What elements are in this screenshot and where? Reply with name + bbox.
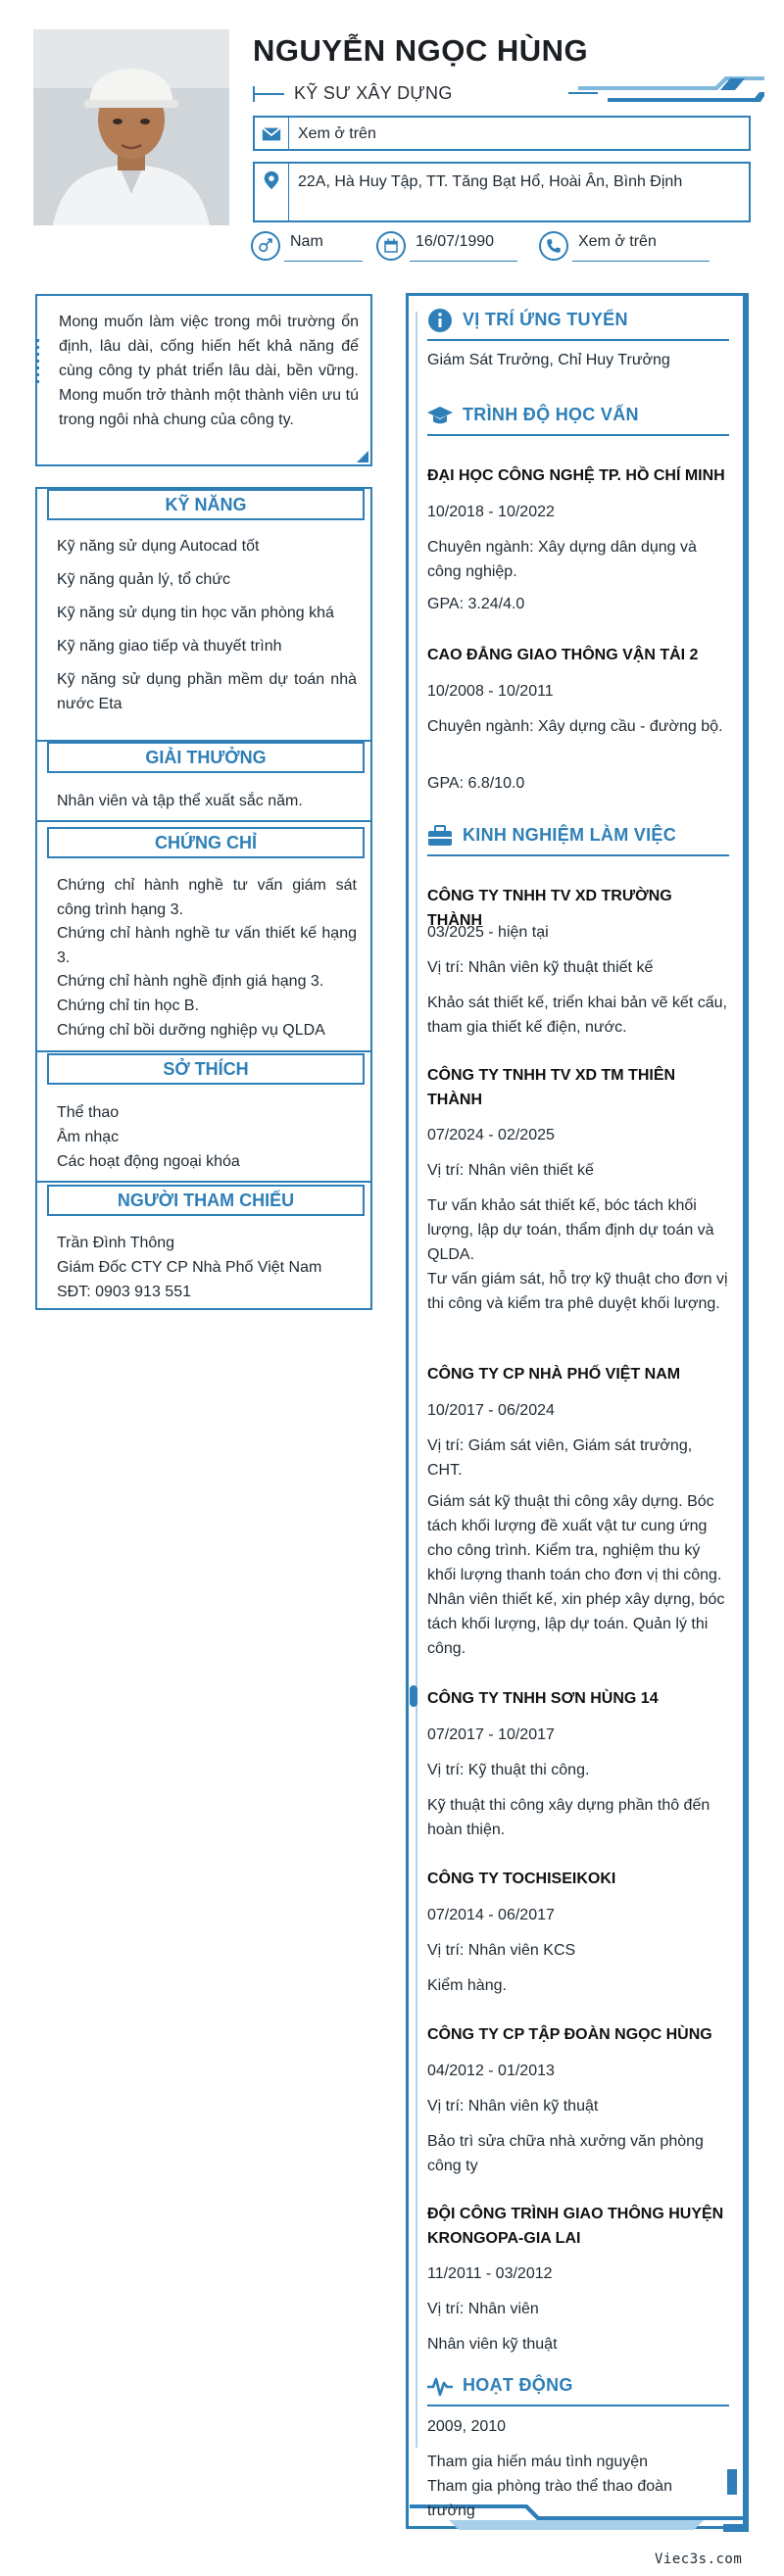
left-panel <box>35 487 372 1310</box>
education-heading: TRÌNH ĐỘ HỌC VẤN <box>463 405 639 424</box>
awards-text: Nhân viên và tập thể xuất sắc năm. <box>57 793 303 809</box>
job-role: Vị trí: Nhân viên thiết kế <box>427 1162 594 1179</box>
job-description: Kỹ thuật thi công xây dựng phần thô đến hoàn thiện. <box>427 1797 710 1838</box>
activities-heading-line <box>427 2405 729 2406</box>
gender-icon <box>257 237 274 255</box>
gender-icon-wrap <box>251 231 280 261</box>
job-title: KỸ SƯ XÂY DỰNG <box>294 83 453 103</box>
gender-value: Nam <box>290 233 323 250</box>
address-separator <box>288 164 289 220</box>
address-box <box>253 162 751 222</box>
skill-item: Kỹ năng sử dụng phần mềm dự toán nhà nước Eta <box>57 671 357 712</box>
phone-icon <box>545 237 563 255</box>
job-period: 07/2024 - 02/2025 <box>427 1127 555 1143</box>
gender-underline <box>284 261 363 262</box>
skill-item: Kỹ năng giao tiếp và thuyết trình <box>57 638 282 655</box>
activity-item: Tham gia hiến máu tình nguyện <box>427 2454 649 2470</box>
right-panel-inner-line <box>416 312 417 2448</box>
pulse-icon <box>427 2373 453 2399</box>
skill-item: Kỹ năng sử dụng Autocad tốt <box>57 538 260 555</box>
title-tick-line <box>255 93 284 95</box>
briefcase-icon <box>427 823 453 849</box>
objective-dash-decoration <box>35 339 39 384</box>
activities-years: 2009, 2010 <box>427 2418 507 2435</box>
reference-item: Trần Đình Thông <box>57 1235 175 1251</box>
school-major: Chuyên ngành: Xây dựng cầu - đường bộ. <box>427 718 723 735</box>
job-description: Khảo sát thiết kế, triển khai bản vẽ kết cấu, tham gia thiết kế điện, nước. <box>427 995 727 1036</box>
career-objective <box>35 294 372 466</box>
job-role: Vị trí: Giám sát viên, Giám sát trưởng, CHT. <box>427 1437 693 1479</box>
dob-item <box>376 229 523 265</box>
school-name: CAO ĐẲNG GIAO THÔNG VẬN TẢI 2 <box>427 647 699 663</box>
position-heading: VỊ TRÍ ỨNG TUYỂN <box>463 310 628 329</box>
avatar <box>33 29 229 225</box>
certificates-heading: CHỨNG CHỈ <box>47 827 365 858</box>
address-value: 22A, Hà Huy Tập, TT. Tăng Bạt Hổ, Hoài Ân, Bình Định <box>298 173 683 190</box>
hobbies-heading: SỞ THÍCH <box>47 1053 365 1085</box>
objective-corner-decoration <box>357 451 368 462</box>
hobby-item: Thể thao <box>57 1104 120 1121</box>
activities-heading: HOẠT ĐỘNG <box>463 2375 573 2395</box>
right-panel-marker <box>410 1685 417 1707</box>
section-divider <box>37 820 370 822</box>
email-separator <box>288 118 289 149</box>
education-heading-line <box>427 434 729 436</box>
job-period: 07/2014 - 06/2017 <box>427 1907 555 1923</box>
job-role: Vị trí: Nhân viên <box>427 2301 539 2317</box>
school-major: Chuyên ngành: Xây dựng dân dụng và công nghiệp. <box>427 539 697 580</box>
experience-heading: KINH NGHIỆM LÀM VIỆC <box>463 825 677 845</box>
envelope-icon <box>261 123 282 145</box>
job-period: 04/2012 - 01/2013 <box>427 2063 555 2079</box>
school-gpa: GPA: 3.24/4.0 <box>427 596 525 612</box>
company-name: CÔNG TY TOCHISEIKOKI <box>427 1871 616 1887</box>
company-name: CÔNG TY CP TẬP ĐOÀN NGỌC HÙNG <box>427 2026 712 2043</box>
job-description: Nhân viên kỹ thuật <box>427 2336 558 2353</box>
certificate-item: Chứng chỉ tin học B. <box>57 997 200 1014</box>
skill-item: Kỹ năng sử dụng tin học văn phòng khá <box>57 605 334 621</box>
job-description: Tư vấn khảo sát thiết kế, bóc tách khối lượng, lập dự toán, thẩm định dự toán và QLDA. Tư vấn giám sát, hỗ trợ kỹ thuật cho đơn vị thi công và kiểm tra phê duyệt khối lượng. <box>427 1197 728 1312</box>
certificate-item: Chứng chỉ hành nghề tư vấn giám sát công trình hạng 3. <box>57 877 357 918</box>
education-section <box>427 399 729 434</box>
phone-underline <box>572 261 710 262</box>
watermark: Viec3s.com <box>655 2552 743 2567</box>
certificate-item: Chứng chỉ bồi dưỡng nghiệp vụ QLDA <box>57 1022 325 1039</box>
school-period: 10/2008 - 10/2011 <box>427 683 554 700</box>
dob-underline <box>410 261 517 262</box>
skills-heading: KỸ NĂNG <box>47 489 365 520</box>
candidate-name: NGUYỄN NGỌC HÙNG <box>253 33 589 68</box>
calendar-icon <box>382 237 400 255</box>
gender-item <box>251 229 361 265</box>
phone-item <box>539 229 715 265</box>
reference-item: SĐT: 0903 913 551 <box>57 1284 191 1300</box>
section-divider <box>37 1181 370 1183</box>
job-role: Vị trí: Kỹ thuật thi công. <box>427 1762 590 1778</box>
hobby-item: Các hoạt động ngoại khóa <box>57 1153 240 1170</box>
experience-heading-line <box>427 854 729 856</box>
job-period: 10/2017 - 06/2024 <box>427 1402 555 1419</box>
dob-value: 16/07/1990 <box>416 233 495 250</box>
activities-section <box>427 2369 729 2405</box>
hobby-item: Âm nhạc <box>57 1129 120 1145</box>
header-decoration <box>568 69 764 113</box>
info-icon <box>427 308 453 333</box>
job-role: Vị trí: Nhân viên kỹ thuật <box>427 2098 599 2114</box>
company-name: CÔNG TY CP NHÀ PHỐ VIỆT NAM <box>427 1366 681 1383</box>
position-section <box>427 304 729 339</box>
company-name: CÔNG TY TNHH TV XD TRƯỜNG THÀNH <box>427 888 672 929</box>
skill-item: Kỹ năng quản lý, tổ chức <box>57 571 231 588</box>
job-description: Bảo trì sửa chữa nhà xưởng văn phòng công ty <box>427 2133 704 2174</box>
job-period: 07/2017 - 10/2017 <box>427 1726 555 1743</box>
awards-heading: GIẢI THƯỞNG <box>47 742 365 773</box>
job-role: Vị trí: Nhân viên KCS <box>427 1942 576 1959</box>
company-name: ĐỘI CÔNG TRÌNH GIAO THÔNG HUYỆN KRONGOPA-GIA LAI <box>427 2206 724 2247</box>
dob-icon-wrap <box>376 231 406 261</box>
email-value: Xem ở trên <box>298 125 376 142</box>
job-period: 03/2025 - hiện tại <box>427 924 549 941</box>
section-divider <box>37 1050 370 1052</box>
position-text: Giám Sát Trưởng, Chỉ Huy Trưởng <box>427 352 670 368</box>
job-role: Vị trí: Nhân viên kỹ thuật thiết kế <box>427 959 654 976</box>
school-name: ĐẠI HỌC CÔNG NGHỆ TP. HỒ CHÍ MINH <box>427 467 725 484</box>
references-heading: NGƯỜI THAM CHIẾU <box>47 1185 365 1216</box>
company-name: CÔNG TY TNHH TV XD TM THIÊN THÀNH <box>427 1067 676 1108</box>
company-name: CÔNG TY TNHH SƠN HÙNG 14 <box>427 1690 659 1707</box>
location-pin-icon <box>261 170 282 191</box>
experience-section <box>427 819 729 854</box>
right-panel-stripe <box>743 293 749 2529</box>
phone-value: Xem ở trên <box>578 233 657 250</box>
job-description: Giám sát kỹ thuật thi công xây dựng. Bóc tách khối lượng đề xuất vật tư cung ứng cho công trình. Kiểm tra, nghiệm thu ký khối lượng thanh toán cho đơn vị thi công. Nhân viên thiết kế, xin phép xây dựng, bóc tách khối lượng, lập dự toán. Quản lý thi công. <box>427 1493 725 1657</box>
certificate-item: Chứng chỉ hành nghề định giá hạng 3. <box>57 973 324 990</box>
position-heading-line <box>427 339 729 341</box>
reference-item: Giám Đốc CTY CP Nhà Phố Việt Nam <box>57 1259 322 1276</box>
graduation-cap-icon <box>427 403 453 428</box>
phone-icon-wrap <box>539 231 568 261</box>
school-period: 10/2018 - 10/2022 <box>427 504 555 520</box>
job-description: Kiểm hàng. <box>427 1977 507 1994</box>
email-box <box>253 116 751 151</box>
activity-item: Tham gia phòng trào thể thao đoàn trường <box>427 2478 672 2519</box>
objective-text: Mong muốn làm việc trong môi trường ổn định, lâu dài, cống hiến hết khả năng để cùng công ty phát triển lâu dài, bền vững. Mong muốn trở thành một thành viên ưu tú trong ngôi nhà chung của công ty. <box>59 314 359 428</box>
job-period: 11/2011 - 03/2012 <box>427 2265 553 2282</box>
certificate-item: Chứng chỉ hành nghề tư vấn thiết kế hạng 3. <box>57 925 357 966</box>
school-gpa: GPA: 6.8/10.0 <box>427 775 525 792</box>
